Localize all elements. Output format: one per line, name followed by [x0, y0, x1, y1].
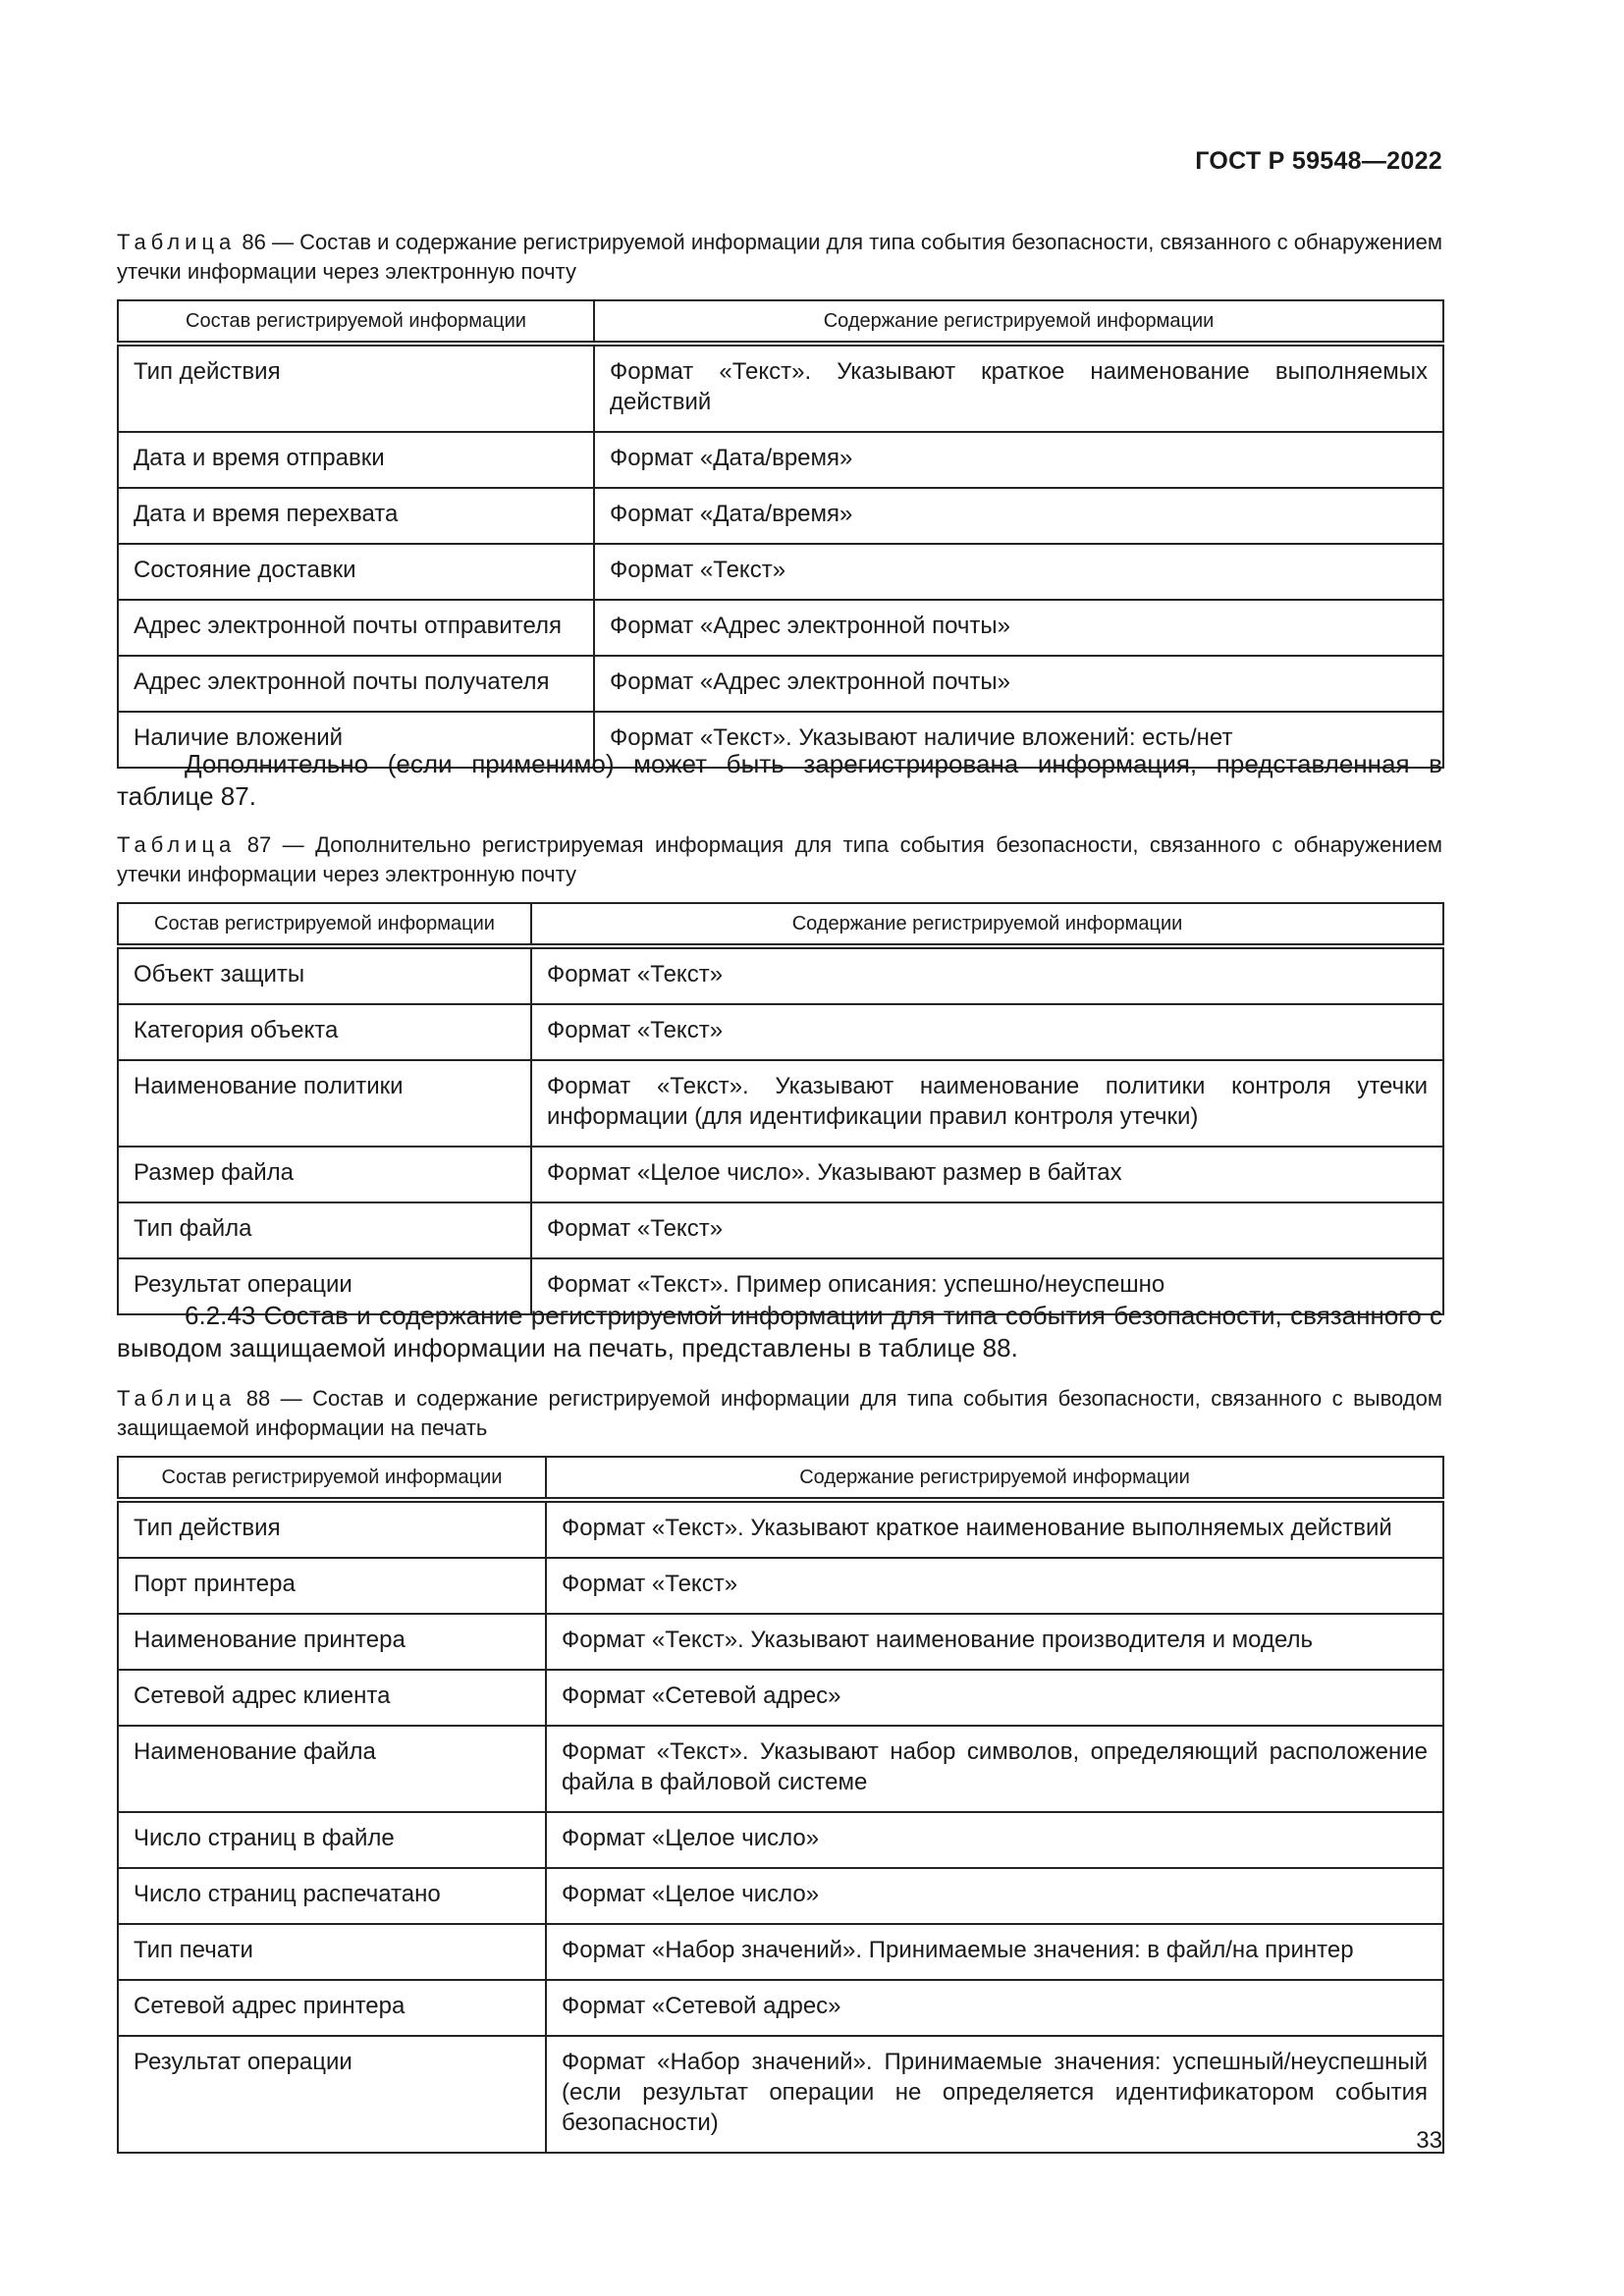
table-header-row	[118, 903, 1443, 946]
cell-content: Формат «Текст»	[531, 1202, 1443, 1258]
table-87-section	[117, 830, 1442, 1315]
table-row	[118, 1812, 1443, 1868]
cell-composition: Тип печати	[118, 1924, 546, 1980]
cell-composition: Размер файла	[118, 1147, 531, 1202]
table-row	[118, 1558, 1443, 1614]
cell-content: Формат «Набор значений». Принимаемые значения: успешный/неуспешный (если результат операции не определяется идентификатором события безопасности)	[546, 2036, 1443, 2153]
column-header-composition: Состав регистрируемой информации	[118, 1457, 546, 1500]
cell-composition: Порт принтера	[118, 1558, 546, 1614]
cell-content: Формат «Текст». Указывают наличие вложений: есть/нет	[594, 712, 1443, 768]
cell-composition: Наименование принтера	[118, 1614, 546, 1670]
cell-composition: Тип файла	[118, 1202, 531, 1258]
table-header-row	[118, 1457, 1443, 1500]
table-88	[117, 1456, 1444, 2154]
document-header: ГОСТ Р 59548—2022	[1195, 147, 1442, 175]
table-row	[118, 488, 1443, 544]
table-row	[118, 1670, 1443, 1726]
cell-content: Формат «Текст». Пример описания: успешно/неуспешно	[531, 1258, 1443, 1314]
cell-composition: Результат операции	[118, 1258, 531, 1314]
table-88-caption	[117, 1384, 1442, 1443]
table-row	[118, 600, 1443, 656]
cell-content: Формат «Текст»	[546, 1558, 1443, 1614]
column-header-composition: Состав регистрируемой информации	[118, 903, 531, 946]
cell-content: Формат «Текст». Указывают набор символов, определяющий расположение файла в файловой системе	[546, 1726, 1443, 1812]
table-label: Таблица	[117, 230, 237, 254]
table-row	[118, 1614, 1443, 1670]
table-88-section	[117, 1384, 1442, 2154]
table-row	[118, 1004, 1443, 1060]
table-header-row	[118, 300, 1443, 344]
cell-composition: Тип действия	[118, 344, 594, 432]
paragraph-6-2-43: 6.2.43 Состав и содержание регистрируемой информации для типа события безопасности, связанного с выводом защищаемой информации на печать, представлены в таблице 88.	[117, 1301, 1442, 1362]
cell-composition: Адрес электронной почты получателя	[118, 656, 594, 712]
table-87-caption	[117, 830, 1442, 889]
cell-content: Формат «Целое число»	[546, 1812, 1443, 1868]
table-87-body	[118, 946, 1443, 1314]
cell-composition: Результат операции	[118, 2036, 546, 2153]
table-row	[118, 1868, 1443, 1924]
table-row	[118, 1980, 1443, 2036]
cell-composition: Число страниц распечатано	[118, 1868, 546, 1924]
table-row	[118, 946, 1443, 1004]
table-row	[118, 432, 1443, 488]
cell-composition: Наименование политики	[118, 1060, 531, 1147]
cell-content: Формат «Целое число»	[546, 1868, 1443, 1924]
cell-composition: Сетевой адрес принтера	[118, 1980, 546, 2036]
column-header-content: Содержание регистрируемой информации	[594, 300, 1443, 344]
cell-composition: Наименование файла	[118, 1726, 546, 1812]
cell-composition: Категория объекта	[118, 1004, 531, 1060]
cell-composition: Дата и время перехвата	[118, 488, 594, 544]
cell-composition: Объект защиты	[118, 946, 531, 1004]
table-row	[118, 656, 1443, 712]
table-row	[118, 1202, 1443, 1258]
cell-content: Формат «Дата/время»	[594, 488, 1443, 544]
cell-content: Формат «Целое число». Указывают размер в байтах	[531, 1147, 1443, 1202]
cell-composition: Состояние доставки	[118, 544, 594, 600]
table-86	[117, 299, 1444, 769]
cell-content: Формат «Дата/время»	[594, 432, 1443, 488]
cell-content: Формат «Набор значений». Принимаемые значения: в файл/на принтер	[546, 1924, 1443, 1980]
table-86-section	[117, 228, 1442, 769]
cell-content: Формат «Сетевой адрес»	[546, 1670, 1443, 1726]
caption-text: 86 — Состав и содержание регистрируемой информации для типа события безопасности, связанного с обнаружением утечки информации через электронную почту	[117, 230, 1442, 284]
table-row	[118, 544, 1443, 600]
table-row	[118, 344, 1443, 432]
cell-composition: Адрес электронной почты отправителя	[118, 600, 594, 656]
cell-content: Формат «Текст». Указывают краткое наименование выполняемых действий	[594, 344, 1443, 432]
cell-content: Формат «Текст»	[531, 946, 1443, 1004]
column-header-composition: Состав регистрируемой информации	[118, 300, 594, 344]
caption-text: 88 — Состав и содержание регистрируемой информации для типа события безопасности, связанного с выводом защищаемой информации на печать	[117, 1386, 1442, 1440]
cell-composition: Число страниц в файле	[118, 1812, 546, 1868]
cell-content: Формат «Текст»	[531, 1004, 1443, 1060]
cell-composition: Тип действия	[118, 1500, 546, 1558]
table-row	[118, 1500, 1443, 1558]
cell-content: Формат «Адрес электронной почты»	[594, 600, 1443, 656]
table-row	[118, 2036, 1443, 2153]
column-header-content: Содержание регистрируемой информации	[546, 1457, 1443, 1500]
cell-content: Формат «Адрес электронной почты»	[594, 656, 1443, 712]
cell-composition: Сетевой адрес клиента	[118, 1670, 546, 1726]
table-88-body	[118, 1500, 1443, 2153]
table-label: Таблица	[117, 1386, 237, 1411]
table-86-caption	[117, 228, 1442, 287]
cell-content: Формат «Текст». Указывают краткое наименование выполняемых действий	[546, 1500, 1443, 1558]
column-header-content: Содержание регистрируемой информации	[531, 903, 1443, 946]
table-row	[118, 1924, 1443, 1980]
caption-text: 87 — Дополнительно регистрируемая информация для типа события безопасности, связанного с обнаружением утечки информации через электронную почту	[117, 832, 1442, 886]
cell-composition: Наличие вложений	[118, 712, 594, 768]
cell-content: Формат «Текст». Указывают наименование политики контроля утечки информации (для идентификации правил контроля утечки)	[531, 1060, 1443, 1147]
cell-content: Формат «Сетевой адрес»	[546, 1980, 1443, 2036]
table-row	[118, 1726, 1443, 1812]
cell-content: Формат «Текст». Указывают наименование производителя и модель	[546, 1614, 1443, 1670]
page-number: 33	[1416, 2127, 1442, 2154]
table-86-body	[118, 344, 1443, 768]
paragraph-additional: Дополнительно (если применимо) может быть зарегистрирована информация, представленная в таблице 87.	[117, 749, 1442, 811]
cell-content: Формат «Текст»	[594, 544, 1443, 600]
table-87	[117, 902, 1444, 1315]
table-row	[118, 1147, 1443, 1202]
table-row	[118, 1060, 1443, 1147]
table-label: Таблица	[117, 832, 237, 857]
cell-composition: Дата и время отправки	[118, 432, 594, 488]
